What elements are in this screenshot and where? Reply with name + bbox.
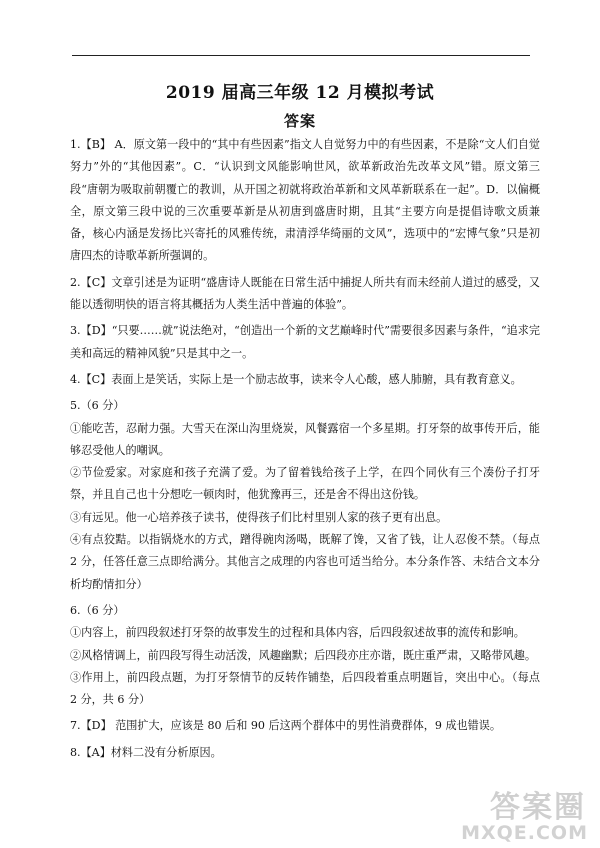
answer-paragraph-5-point-3: ③有远见。他一心培养孩子读书，使得孩子们比村里别人家的孩子更有出息。 [70,510,448,524]
answer-paragraph-1: 1.【B】 A．原文第一段中的“其中有些因素”指文人自觉努力中的有些因素，不是除“文人们自觉努力”外的“其他因素”。C．“认识到文风能影响世风，欲革新政治先改革文风”错。原文第三段“唐朝为吸取前朝覆亡的教训，从开国之初就将政治革新和文风革新联系在一起”。D．以偏概全，原文第三段中说的三次重要革新是从初唐到盛唐时期，且其“主要方向是提倡诗歌文质兼备，核心内涵是发扬比兴寄托的风雅传统，肃清浮华绮丽的文风”，选项中的“宏博气象”只是初唐四杰的诗歌革新所强调的。 [70,138,540,263]
answer-paragraph-5: 5.（6 分） [70,399,125,413]
answer-paragraph-7: 7.【D】 范围扩大，应该是 80 后和 90 后这两个群体中的男性消费群体，9 成也错误。 [70,719,501,733]
answer-paragraph-4: 4.【C】表面上是笑话，实际上是一个励志故事，读来令人心酸，感人肺腑，具有教育意义。 [70,372,522,386]
answer-paragraph-3: 3.【D】“只要……就”说法绝对，“创造出一个新的文艺巅峰时代”需要很多因素与条件，“追求完美和高远的精神风貌”只是其中之一。 [70,324,540,360]
answer-paragraph-6: 6.（6 分） [70,603,125,617]
document-title: 2019 届高三年级 12 月模拟考试 [165,83,435,103]
answer-paragraph-2: 2.【C】文章引述是为证明“盛唐诗人既能在日常生活中捕捉人所共有而未经前人道过的感受，又能以透彻明快的语言将其概括为人类生活中普遍的体验”。 [70,275,540,312]
watermark-url: MXQE.COM [461,822,588,844]
answer-paragraph-6-point-2: ②风格情调上，前四段写得生动活泼，风趣幽默；后四段亦庄亦谐，既庄重严肃，又略带风趣。 [70,648,536,662]
watermark-logo-text: 答案圈 [490,790,586,825]
answer-paragraph-5-point-4: ④有点狡黠。以指锅烧水的方式，蹭得碗肉汤喝，既解了馋，又省了钱，让人忍俊不禁。（每点 2 分，任答任意三点即给满分。其他言之成理的内容也可适当给分。本分条作答、未结合文本分析均酌情扣分） [70,533,540,591]
answer-paragraph-8: 8.【A】材料二没有分析原因。 [70,745,222,759]
header-rule [72,55,530,56]
answer-body [70,134,540,764]
answer-heading: 答案 [283,112,316,130]
site-watermark [440,780,590,844]
answer-paragraph-6-point-3: ③作用上，前四段点题，为打牙祭情节的反转作铺垫，后四段着重点明题旨，突出中心。（每点 2 分，共 6 分） [70,670,540,707]
answer-paragraph-5-point-2: ②节俭爱家。对家庭和孩子充满了爱。为了留着钱给孩子上学，在四个同伙有三个凑份子打牙祭，并且自己也十分想吃一顿肉时，他犹豫再三，还是舍不得出这份钱。 [70,466,540,502]
answer-paragraph-5-point-1: ①能吃苦，忍耐力强。大雪天在深山沟里烧炭，风餐露宿一个多星期。打牙祭的故事传开后，能够忍受他人的嘲讽。 [70,421,540,457]
answer-paragraph-6-point-1: ①内容上，前四段叙述打牙祭的故事发生的过程和具体内容，后四段叙述故事的流传和影响。 [70,626,525,640]
